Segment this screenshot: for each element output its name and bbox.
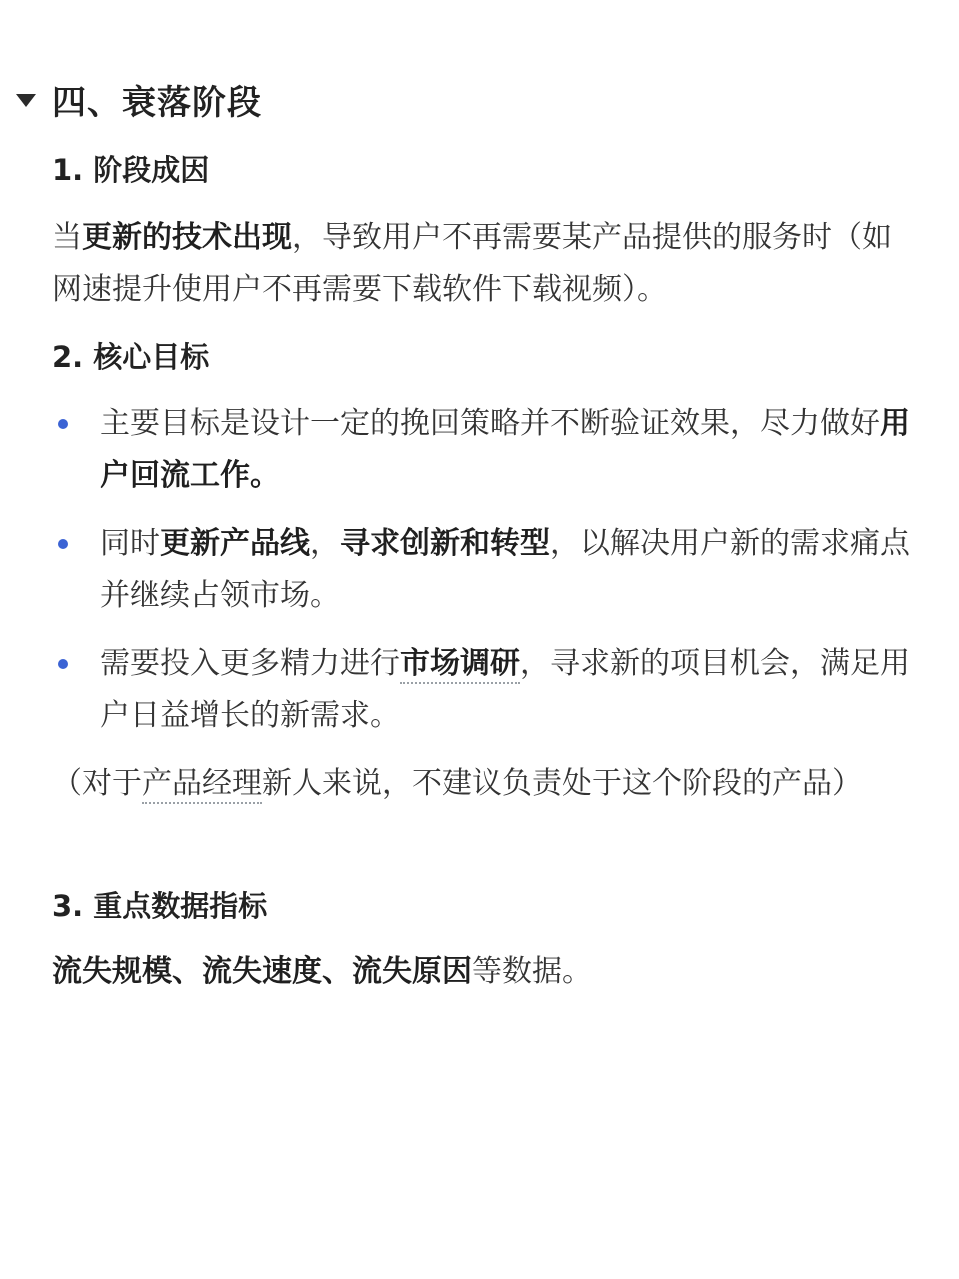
term-link-product-manager[interactable]: 产品经理 <box>142 766 262 804</box>
section-heading <box>16 74 262 124</box>
list-item-text <box>100 518 912 622</box>
run: 等数据。 <box>472 954 592 989</box>
bullet-dot-icon <box>58 419 68 429</box>
subheading-core-goals: 2. 核心目标 <box>52 340 210 374</box>
list-item <box>52 398 912 502</box>
run: 主要目标是设计一定的挽回策略并不断验证效果，尽力做好 <box>100 406 880 441</box>
term-link-market-research[interactable]: 市场调研 <box>400 646 520 684</box>
run-bold: 用户回流工作 <box>100 406 910 493</box>
run: ， <box>310 526 340 561</box>
subheading-stage-cause: 1. 阶段成因 <box>52 153 210 187</box>
run: 新人来说，不建议负责处于这个阶段的产品） <box>262 766 862 801</box>
heading-title: 四、衰落阶段 <box>52 82 262 123</box>
list-item <box>52 638 912 742</box>
run-bold: 寻求创新和转型 <box>340 526 550 561</box>
paragraph-key-metrics <box>52 946 912 998</box>
subheading-key-metrics: 3. 重点数据指标 <box>52 889 268 923</box>
run-bold: 更新的技术出现 <box>82 220 292 255</box>
paragraph-stage-cause <box>52 212 912 316</box>
run: 当 <box>52 220 82 255</box>
collapse-triangle-icon[interactable] <box>16 94 36 107</box>
run: ，导致用户不再需要某产品提供的服务时（如网速提升使用户不再需要下载软件下载视频）。 <box>52 220 892 307</box>
run: 同时 <box>100 526 160 561</box>
bullet-dot-icon <box>58 539 68 549</box>
run: （对于 <box>52 766 142 801</box>
list-item-text <box>100 398 912 502</box>
run: ，寻求新的项目机会，满足用户日益增长的新需求。 <box>100 646 910 733</box>
run: 需要投入更多精力进行 <box>100 646 400 681</box>
run-bold: 流失规模、流失速度、流失原因 <box>52 954 472 989</box>
bullet-dot-icon <box>58 659 68 669</box>
paragraph-note <box>52 758 912 810</box>
goals-list <box>52 398 912 742</box>
run-bold: 。 <box>250 458 280 493</box>
list-item <box>52 518 912 622</box>
run: ，以解决用户新的需求痛点并继续占领市场。 <box>100 526 910 613</box>
run-bold: 更新产品线 <box>160 526 310 561</box>
list-item-text <box>100 638 912 742</box>
